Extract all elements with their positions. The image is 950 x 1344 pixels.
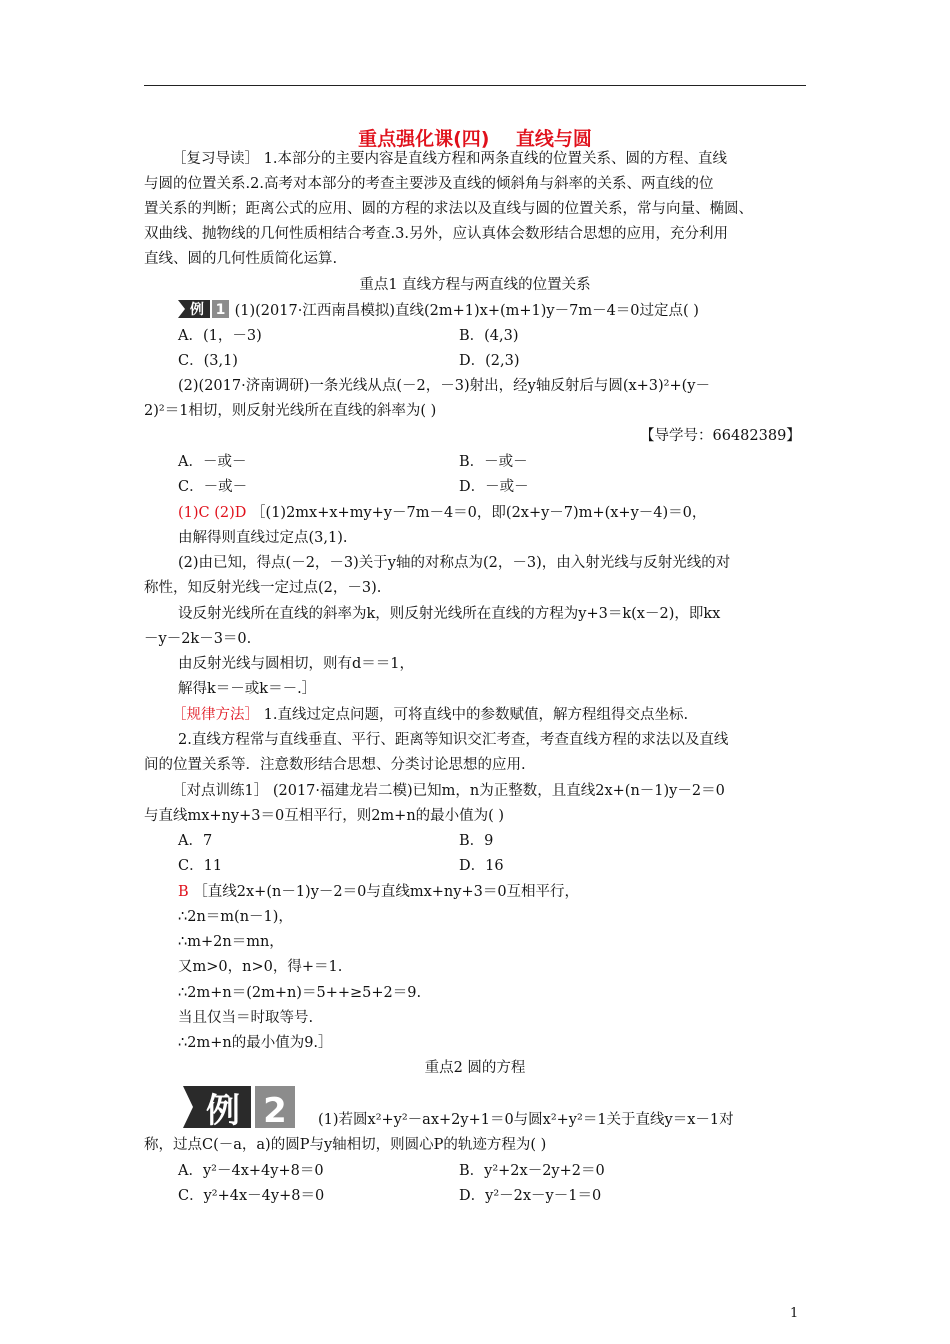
solution-line: ∴m+2n＝mn， (178, 934, 284, 950)
page-number: 1 (790, 1306, 799, 1321)
option-a: A．－或－ (178, 454, 247, 470)
solution-line: 解得k＝－或k＝－.］ (178, 681, 317, 697)
question-text: (1)(2017·江西南昌模拟)直线(2m+1)x+(m+1)y－7m－4＝0过定点( ) (234, 303, 699, 319)
section-heading: 重点2 圆的方程 (424, 1060, 526, 1076)
solution-text: ［(1)2mx+x+my+y－7m－4＝0，即(2x+y－7)m+(x+y－4)＝0， (251, 505, 707, 521)
solution-line: －y－2k－3＝0. (144, 631, 252, 647)
example2-question: 称，过点C(－a，a)的圆P与y轴相切，则圆心P的轨迹方程为( ) (144, 1137, 547, 1153)
section-heading: 重点1 直线方程与两直线的位置关系 (359, 277, 591, 293)
solution-line: 由解得则直线过定点(3,1). (178, 530, 348, 546)
intro-line: ［复习导读］ 1.本部分的主要内容是直线方程和两条直线的位置关系、圆的方程、直线 (172, 151, 727, 167)
option-b: B．(4,3) (459, 328, 519, 344)
solution-line: 又m>0，n>0，得+＝1. (178, 959, 343, 975)
practice-question: 与直线mx+ny+3＝0互相平行，则2m+n的最小值为( ) (144, 808, 505, 824)
solution-text: ［直线2x+(n－1)y－2＝0与直线mx+ny+3＝0互相平行， (193, 884, 580, 900)
example1-solution (178, 503, 706, 523)
method-line (172, 705, 688, 725)
solution-line: ∴2m+n的最小值为9.］ (178, 1035, 333, 1051)
practice-solution (178, 882, 579, 902)
intro-line: 直线、圆的几何性质简化运算. (144, 251, 338, 267)
intro-line: 双曲线、抛物线的几何性质相结合考查.3.另外，应认真体会数形结合思想的应用，充分利用 (144, 226, 728, 242)
solution-line: 由反射光线与圆相切，则有d＝＝1， (178, 656, 415, 672)
solution-line: ∴2n＝m(n－1)， (178, 909, 293, 925)
option-c: C．11 (178, 858, 223, 874)
page-title: 重点强化课(四) 直线与圆 (358, 128, 592, 150)
solution-line: 设反射光线所在直线的斜率为k，则反射光线所在直线的方程为y+3＝k(x－2)，即kx (178, 606, 721, 622)
solution-line: 当且仅当＝时取等号. (178, 1010, 314, 1026)
method-text: 1.直线过定点问题，可将直线中的参数赋值，解方程组得交点坐标. (263, 707, 689, 723)
option-b: B．9 (459, 833, 494, 849)
option-a: A．7 (178, 833, 213, 849)
example-badge-text: 例 (206, 1091, 240, 1130)
option-a: A．y²－4x+4y+8＝0 (178, 1163, 324, 1179)
answer-label: (1)C (2)D (178, 505, 247, 521)
option-c: C．(3,1) (178, 353, 238, 369)
method-line: 2.直线方程常与直线垂直、平行、距离等知识交汇考查，考查直线方程的求法以及直线 (178, 732, 729, 748)
method-line: 间的位置关系等．注意数形结合思想、分类讨论思想的应用. (144, 757, 526, 773)
solution-line: ∴2m+n＝(2m+n)＝5++≥5+2＝9. (178, 985, 422, 1001)
option-a: A．(1，－3) (178, 328, 262, 344)
example-badge-text: 例 (190, 302, 204, 318)
example1-question2: 2)²＝1相切，则反射光线所在直线的斜率为( ) (144, 403, 437, 419)
practice-question: ［对点训练1］ (2017·福建龙岩二模)已知m，n为正整数，且直线2x+(n－1)y－2＝0 (172, 783, 725, 799)
option-c: C．y²+4x－4y+8＝0 (178, 1188, 325, 1204)
example1-question2: (2)(2017·济南调研)一条光线从点(－2，－3)射出，经y轴反射后与圆(x+3)²+(y－ (178, 378, 710, 394)
option-d: D．(2,3) (459, 353, 520, 369)
example-badge (183, 1084, 297, 1134)
method-label: ［规律方法］ (172, 707, 259, 723)
example1-question1 (178, 300, 699, 320)
option-b: B．y²+2x－2y+2＝0 (459, 1163, 605, 1179)
intro-line: 与圆的位置关系.2.高考对本部分的考查主要涉及直线的倾斜角与斜率的关系、两直线的位 (144, 176, 714, 192)
option-c: C．－或－ (178, 479, 248, 495)
option-d: D．y²－2x－y－1＝0 (459, 1188, 602, 1204)
header-rule (144, 85, 806, 86)
example-badge-number: 2 (263, 1091, 287, 1130)
solution-line: (2)由已知，得点(－2，－3)关于y轴的对称点为(2，－3)，由入射光线与反射光线的对 (178, 555, 731, 571)
option-d: D．－或－ (459, 479, 529, 495)
example2-question: (1)若圆x²+y²－ax+2y+1＝0与圆x²+y²＝1关于直线y＝x－1对 (318, 1112, 734, 1128)
answer-label: B (178, 884, 189, 900)
option-b: B．－或－ (459, 454, 528, 470)
guide-number: 【导学号：66482389】 (640, 428, 801, 444)
intro-line: 置关系的判断；距离公式的应用、圆的方程的求法以及直线与圆的位置关系，常与向量、椭圆、 (144, 201, 753, 217)
solution-line: 称性，知反射光线一定过点(2，－3). (144, 580, 382, 596)
example-badge (178, 300, 230, 318)
option-d: D．16 (459, 858, 504, 874)
example-badge-number: 1 (215, 302, 226, 318)
